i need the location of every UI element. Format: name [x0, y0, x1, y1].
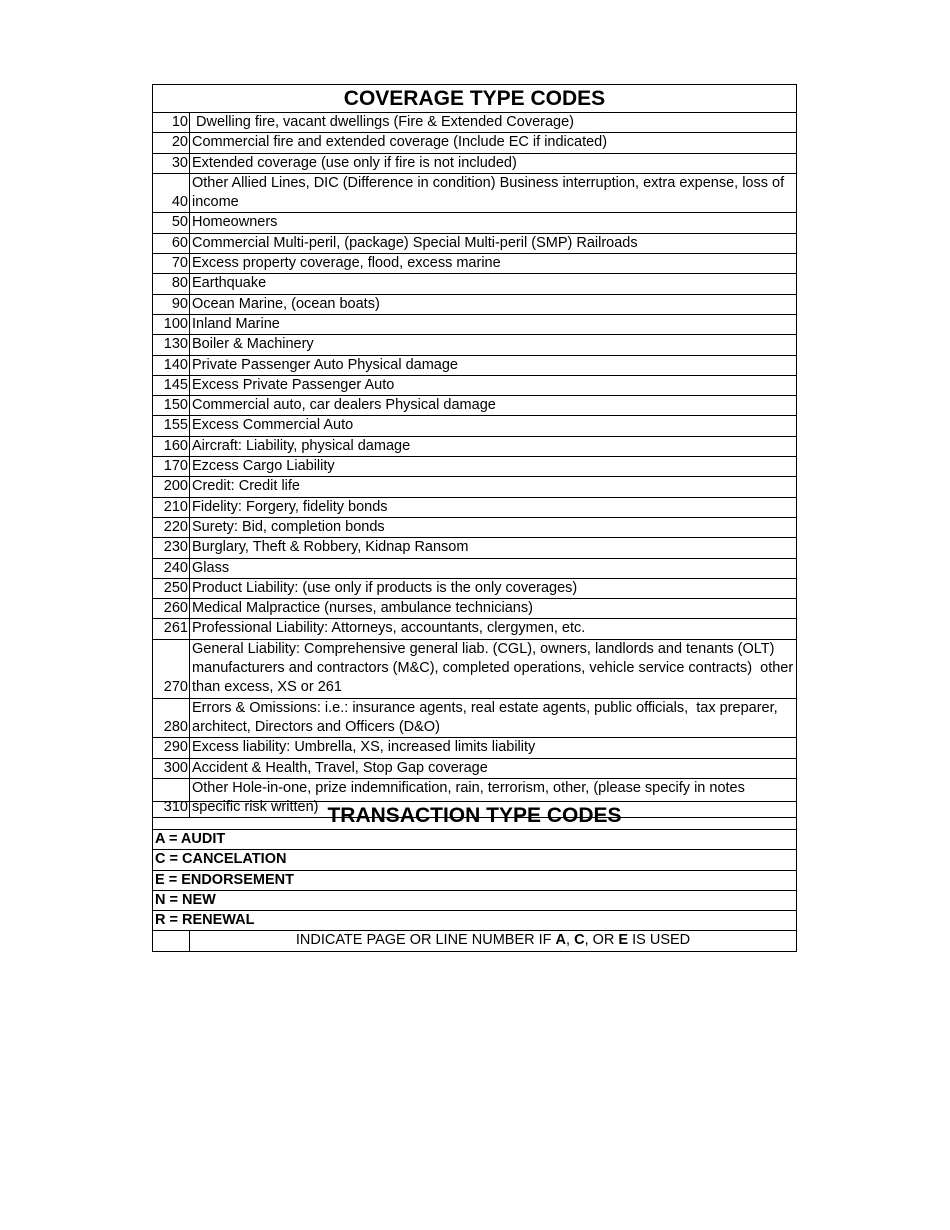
note-code-a: A — [555, 932, 567, 949]
coverage-row — [153, 497, 797, 517]
coverage-code: 310 — [153, 778, 190, 818]
note-suffix: IS USED — [628, 932, 691, 949]
coverage-code: 200 — [153, 477, 190, 497]
coverage-description: Earthquake — [190, 274, 797, 294]
transaction-note-row — [153, 931, 797, 951]
coverage-description: Aircraft: Liability, physical damage — [190, 436, 797, 456]
coverage-row — [153, 254, 797, 274]
coverage-description: Fidelity: Forgery, fidelity bonds — [190, 497, 797, 517]
coverage-row — [153, 213, 797, 233]
coverage-row — [153, 233, 797, 253]
coverage-row — [153, 558, 797, 578]
coverage-code: 150 — [153, 396, 190, 416]
coverage-description: Other Hole-in-one, prize indemnification, rain, terrorism, other, (please specify in notes specific risk written) — [190, 778, 797, 818]
coverage-description: Inland Marine — [190, 314, 797, 334]
transaction-title-row — [153, 802, 797, 830]
transaction-code: R = RENEWAL — [153, 911, 797, 931]
coverage-code: 250 — [153, 578, 190, 598]
coverage-description: Excess property coverage, flood, excess marine — [190, 254, 797, 274]
coverage-row — [153, 578, 797, 598]
coverage-rows — [153, 113, 797, 818]
coverage-code: 10 — [153, 113, 190, 133]
coverage-row — [153, 133, 797, 153]
coverage-code: 80 — [153, 274, 190, 294]
coverage-row — [153, 153, 797, 173]
coverage-row — [153, 599, 797, 619]
coverage-code: 160 — [153, 436, 190, 456]
coverage-row — [153, 294, 797, 314]
coverage-row — [153, 314, 797, 334]
coverage-description: Ezcess Cargo Liability — [190, 457, 797, 477]
coverage-row — [153, 477, 797, 497]
coverage-code: 210 — [153, 497, 190, 517]
coverage-row — [153, 355, 797, 375]
transaction-row — [153, 850, 797, 870]
coverage-code: 60 — [153, 233, 190, 253]
coverage-description: Surety: Bid, completion bonds — [190, 517, 797, 537]
coverage-title-row — [153, 85, 797, 113]
coverage-description: Product Liability: (use only if products is the only coverages) — [190, 578, 797, 598]
coverage-title: COVERAGE TYPE CODES — [153, 85, 797, 113]
coverage-description: Homeowners — [190, 213, 797, 233]
coverage-row — [153, 335, 797, 355]
coverage-row — [153, 698, 797, 738]
transaction-note — [190, 931, 797, 951]
coverage-code: 270 — [153, 639, 190, 698]
transaction-code: A = AUDIT — [153, 830, 797, 850]
coverage-description: Commercial auto, car dealers Physical damage — [190, 396, 797, 416]
coverage-row — [153, 173, 797, 213]
coverage-code: 90 — [153, 294, 190, 314]
coverage-description: Medical Malpractice (nurses, ambulance technicians) — [190, 599, 797, 619]
note-prefix: INDICATE PAGE OR LINE NUMBER IF — [295, 932, 556, 949]
coverage-code: 300 — [153, 758, 190, 778]
transaction-code: E = ENDORSEMENT — [153, 870, 797, 890]
coverage-code: 260 — [153, 599, 190, 619]
coverage-code: 261 — [153, 619, 190, 639]
transaction-rows — [153, 830, 797, 931]
coverage-row — [153, 274, 797, 294]
coverage-description: Excess Commercial Auto — [190, 416, 797, 436]
coverage-code: 100 — [153, 314, 190, 334]
coverage-description: Professional Liability: Attorneys, accountants, clergymen, etc. — [190, 619, 797, 639]
transaction-code: C = CANCELATION — [153, 850, 797, 870]
coverage-row — [153, 113, 797, 133]
coverage-description: Dwelling fire, vacant dwellings (Fire & Extended Coverage) — [190, 113, 797, 133]
coverage-code: 140 — [153, 355, 190, 375]
coverage-code: 240 — [153, 558, 190, 578]
coverage-description: Ocean Marine, (ocean boats) — [190, 294, 797, 314]
coverage-row — [153, 436, 797, 456]
coverage-description: Excess liability: Umbrella, XS, increased limits liability — [190, 738, 797, 758]
coverage-description: Other Allied Lines, DIC (Difference in condition) Business interruption, extra expense, loss of income — [190, 173, 797, 213]
coverage-description: Commercial fire and extended coverage (Include EC if indicated) — [190, 133, 797, 153]
coverage-code: 230 — [153, 538, 190, 558]
coverage-code: 20 — [153, 133, 190, 153]
coverage-code: 290 — [153, 738, 190, 758]
coverage-code: 50 — [153, 213, 190, 233]
coverage-type-codes-table — [152, 84, 797, 818]
coverage-description: Excess Private Passenger Auto — [190, 375, 797, 395]
coverage-description: General Liability: Comprehensive general liab. (CGL), owners, landlords and tenants (OLT) manufacturers and contractors (M&C), completed operations, vehicle service contracts) other than excess, XS or 261 — [190, 639, 797, 698]
coverage-description: Accident & Health, Travel, Stop Gap coverage — [190, 758, 797, 778]
coverage-row — [153, 619, 797, 639]
coverage-row — [153, 758, 797, 778]
coverage-row — [153, 538, 797, 558]
coverage-code: 70 — [153, 254, 190, 274]
coverage-row — [153, 416, 797, 436]
transaction-type-codes-table — [152, 801, 797, 952]
coverage-row — [153, 457, 797, 477]
note-sep-1: , — [566, 932, 575, 949]
coverage-code: 155 — [153, 416, 190, 436]
coverage-description: Private Passenger Auto Physical damage — [190, 355, 797, 375]
coverage-description: Glass — [190, 558, 797, 578]
coverage-description: Errors & Omissions: i.e.: insurance agents, real estate agents, public officials, tax preparer, architect, Directors and Officers (D&O) — [190, 698, 797, 738]
coverage-row — [153, 375, 797, 395]
coverage-row — [153, 738, 797, 758]
coverage-code: 145 — [153, 375, 190, 395]
transaction-title: TRANSACTION TYPE CODES — [153, 802, 797, 830]
coverage-code: 220 — [153, 517, 190, 537]
coverage-code: 170 — [153, 457, 190, 477]
transaction-row — [153, 830, 797, 850]
coverage-description: Boiler & Machinery — [190, 335, 797, 355]
coverage-row — [153, 517, 797, 537]
transaction-code: N = NEW — [153, 890, 797, 910]
coverage-description: Commercial Multi-peril, (package) Special Multi-peril (SMP) Railroads — [190, 233, 797, 253]
note-code-e: E — [618, 932, 629, 949]
coverage-description: Burglary, Theft & Robbery, Kidnap Ransom — [190, 538, 797, 558]
coverage-description: Extended coverage (use only if fire is not included) — [190, 153, 797, 173]
note-sep-2: , OR — [584, 932, 619, 949]
coverage-row — [153, 396, 797, 416]
coverage-description: Credit: Credit life — [190, 477, 797, 497]
note-blank-cell — [153, 931, 190, 951]
note-code-c: C — [574, 932, 585, 949]
coverage-code: 280 — [153, 698, 190, 738]
coverage-code: 40 — [153, 173, 190, 213]
coverage-code: 30 — [153, 153, 190, 173]
transaction-row — [153, 870, 797, 890]
transaction-row — [153, 911, 797, 931]
coverage-code: 130 — [153, 335, 190, 355]
coverage-row — [153, 639, 797, 698]
transaction-row — [153, 890, 797, 910]
